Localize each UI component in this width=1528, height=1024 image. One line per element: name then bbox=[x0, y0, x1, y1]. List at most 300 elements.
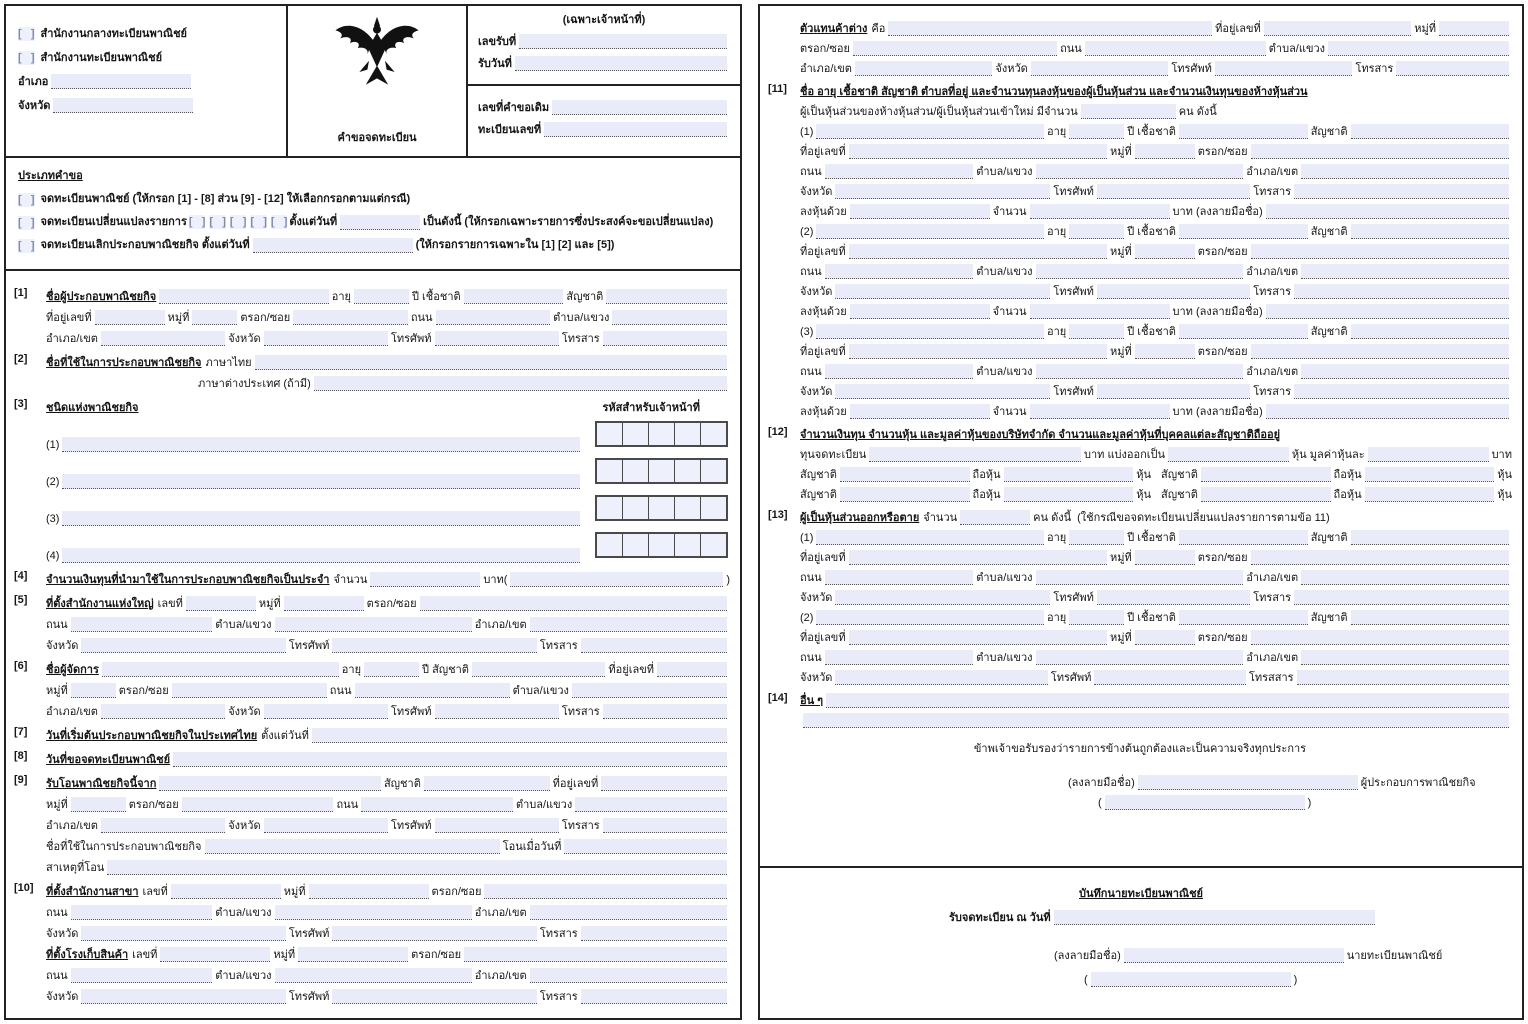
fax-label: โทรสาร bbox=[539, 928, 578, 940]
amount-label: จำนวน bbox=[992, 406, 1027, 418]
soi-label: ตรอก/ซอย bbox=[431, 886, 482, 898]
leaving-2-soi-field[interactable] bbox=[1251, 630, 1509, 645]
item-1-label: (1) bbox=[46, 439, 60, 451]
transferor-soi-field[interactable] bbox=[182, 797, 334, 812]
transfer-row-3 bbox=[46, 813, 730, 834]
hq-subdistrict-field[interactable] bbox=[275, 617, 472, 632]
partner-2-amount-field[interactable] bbox=[1030, 304, 1170, 319]
district-label: อำเภอ/เขต bbox=[1246, 166, 1299, 178]
partner-2-district-field[interactable] bbox=[1301, 264, 1509, 279]
road-label: ถนน bbox=[800, 572, 822, 584]
form-title: คำขอจดทะเบียน bbox=[337, 132, 417, 144]
branch-fax-field[interactable] bbox=[581, 926, 727, 941]
capital-row bbox=[46, 567, 730, 588]
nationality-field[interactable] bbox=[606, 289, 727, 304]
leaving-1-race-field[interactable] bbox=[1179, 530, 1308, 545]
leaving-1-fax-field[interactable] bbox=[1294, 590, 1509, 605]
age-field[interactable] bbox=[354, 289, 409, 304]
warehouse-soi-field[interactable] bbox=[464, 947, 727, 962]
original-no-field[interactable] bbox=[552, 100, 727, 115]
trade-name-thai-field[interactable] bbox=[255, 355, 727, 370]
start-date-field[interactable] bbox=[312, 728, 727, 743]
branch-district-field[interactable] bbox=[530, 905, 727, 920]
receive-no-row bbox=[478, 28, 730, 50]
partner-2-invest-field[interactable] bbox=[850, 304, 990, 319]
registered-on-label: รับจดทะเบียน ณ วันที่ bbox=[949, 912, 1051, 924]
transfer-date-field[interactable] bbox=[564, 839, 727, 854]
leaving-1-age-field[interactable] bbox=[1069, 530, 1124, 545]
registration-no-field[interactable] bbox=[544, 122, 727, 137]
tel-field[interactable] bbox=[435, 331, 559, 346]
manager-district-field[interactable] bbox=[101, 704, 225, 719]
partner-1-fax-field[interactable] bbox=[1294, 184, 1509, 199]
close-paren: ) bbox=[1307, 797, 1312, 809]
leaving-2-age-field[interactable] bbox=[1069, 610, 1124, 625]
manager-moo-field[interactable] bbox=[71, 683, 116, 698]
partner-3-moo-field[interactable] bbox=[1135, 344, 1195, 359]
province-label: จังหวัด bbox=[800, 672, 833, 684]
partner-1-amount-field[interactable] bbox=[1030, 204, 1170, 219]
partner-1-age-field[interactable] bbox=[1069, 124, 1124, 139]
agent-addr-no-field[interactable] bbox=[1264, 21, 1412, 36]
warehouse-no-field[interactable] bbox=[160, 947, 270, 962]
fax-field[interactable] bbox=[603, 331, 727, 346]
business-type-3-field[interactable] bbox=[62, 511, 580, 526]
officer-code-box-4[interactable] bbox=[595, 532, 728, 558]
road-label: ถนน bbox=[800, 166, 822, 178]
change-item-checkbox-4[interactable] bbox=[250, 215, 267, 229]
moo-label: หมู่ที่ bbox=[273, 949, 296, 961]
holds-label: ถือหุ้น bbox=[972, 469, 1001, 481]
leaving-2-race-field[interactable] bbox=[1179, 610, 1308, 625]
partner-2-soi-field[interactable] bbox=[1251, 244, 1509, 259]
hq-district-field[interactable] bbox=[530, 617, 727, 632]
warehouse-row-2 bbox=[46, 963, 730, 984]
warehouse-fax-field[interactable] bbox=[581, 989, 727, 1004]
official-receive-box bbox=[468, 6, 740, 86]
leaving-2-province-field[interactable] bbox=[835, 670, 1047, 685]
partner-2-subdistrict-field[interactable] bbox=[1036, 264, 1244, 279]
partner-3-age-field[interactable] bbox=[1069, 324, 1124, 339]
leaving-2-subdistrict-field[interactable] bbox=[1036, 650, 1244, 665]
operator-name-field[interactable] bbox=[159, 289, 329, 304]
partner-1-race-field[interactable] bbox=[1179, 124, 1308, 139]
manager-age-field[interactable] bbox=[364, 662, 419, 677]
hq-province-field[interactable] bbox=[81, 638, 285, 653]
tel-label: โทรศัพท์ bbox=[390, 820, 432, 832]
transferor-moo-field[interactable] bbox=[71, 797, 126, 812]
shares-label: หุ้น bbox=[1136, 489, 1152, 501]
shareholder-nationality-field-4[interactable] bbox=[1201, 487, 1331, 502]
hq-fax-field[interactable] bbox=[581, 638, 727, 653]
partners-count-field[interactable] bbox=[1081, 104, 1176, 119]
partner-3-soi-field[interactable] bbox=[1251, 344, 1509, 359]
manager-road-field[interactable] bbox=[355, 683, 510, 698]
partner-3-race-field[interactable] bbox=[1179, 324, 1308, 339]
share-count-field[interactable] bbox=[1168, 447, 1289, 462]
hq-soi-field[interactable] bbox=[420, 596, 727, 611]
manager-subdistrict-field[interactable] bbox=[572, 683, 727, 698]
leaving-1-province-row bbox=[800, 586, 1512, 606]
partner-1-district-field[interactable] bbox=[1301, 164, 1509, 179]
road-field[interactable] bbox=[436, 310, 551, 325]
agent-name-field[interactable] bbox=[888, 21, 1212, 36]
request-change-checkbox[interactable] bbox=[18, 216, 35, 230]
fax-label: โทรสาร bbox=[561, 706, 600, 718]
business-type-1-field[interactable] bbox=[62, 437, 580, 452]
moo-label: หมู่ที่ bbox=[1109, 146, 1132, 158]
partner-3-tel-field[interactable] bbox=[1097, 384, 1250, 399]
province-label: จังหวัด bbox=[46, 991, 79, 1003]
partner-3-invest-field[interactable] bbox=[850, 404, 990, 419]
partner-1-soi-field[interactable] bbox=[1251, 144, 1509, 159]
invest-label: ลงหุ้นด้วย bbox=[800, 206, 847, 218]
change-item-checkbox-5[interactable] bbox=[271, 215, 288, 229]
agent-soi-field[interactable] bbox=[853, 41, 1057, 56]
partner-2-tel-field[interactable] bbox=[1097, 284, 1250, 299]
shareholder-nationality-field-2[interactable] bbox=[1201, 467, 1331, 482]
fax-label: โทรสาร bbox=[1253, 186, 1292, 198]
warehouse-road-field[interactable] bbox=[71, 968, 213, 983]
year-nationality-label: ปี สัญชาติ bbox=[422, 664, 469, 676]
partner-3-road-field[interactable] bbox=[825, 364, 974, 379]
change-item-checkbox-2[interactable] bbox=[209, 215, 226, 229]
partner-3-fax-field[interactable] bbox=[1294, 384, 1509, 399]
change-item-checkbox-1[interactable] bbox=[189, 215, 206, 229]
shares-held-field-1[interactable] bbox=[1004, 467, 1134, 482]
age-label: อายุ bbox=[1047, 126, 1067, 138]
officer-code-box-3[interactable] bbox=[595, 495, 728, 521]
request-cancel-checkbox[interactable] bbox=[18, 239, 35, 253]
road-label: ถนน bbox=[1060, 43, 1082, 55]
leaving-partners-title-row bbox=[800, 506, 1512, 526]
other-field-2[interactable] bbox=[803, 713, 1509, 728]
leaving-1-name-field[interactable] bbox=[816, 530, 1044, 545]
nationality-label: สัญชาติ bbox=[1310, 326, 1348, 338]
fax-label: โทรสาร bbox=[1253, 286, 1292, 298]
transferor-subdistrict-field[interactable] bbox=[575, 797, 727, 812]
foreign-label: ภาษาต่างประเทศ (ถ้ามี) bbox=[198, 378, 311, 390]
officer-code-label: รหัสสำหรับเจ้าหน้าที่ bbox=[602, 402, 700, 414]
request-type-title: ประเภทคำขอ bbox=[18, 170, 83, 182]
soi-field[interactable] bbox=[293, 310, 408, 325]
agent-indent bbox=[768, 17, 800, 77]
partner-2-age-field[interactable] bbox=[1069, 224, 1124, 239]
tel-label: โทรศัพท์ bbox=[1053, 592, 1094, 604]
transfer-row-1 bbox=[46, 771, 730, 792]
transferor-province-field[interactable] bbox=[264, 818, 388, 833]
leaving-2-road-field[interactable] bbox=[825, 650, 974, 665]
district-field[interactable] bbox=[101, 331, 225, 346]
subdistrict-label: ตำบล/แขวง bbox=[976, 366, 1033, 378]
partner-1-name-row bbox=[800, 120, 1512, 140]
leaving-1-nationality-field[interactable] bbox=[1351, 530, 1509, 545]
section-6 bbox=[14, 657, 730, 720]
partner-1-name-field[interactable] bbox=[816, 124, 1044, 139]
addr-no-label: ที่อยู่เลขที่ bbox=[800, 246, 846, 258]
partner-3-amount-field[interactable] bbox=[1030, 404, 1170, 419]
agent-moo-field[interactable] bbox=[1439, 21, 1509, 36]
leaving-2-tel-field[interactable] bbox=[1094, 670, 1246, 685]
change-item-checkbox-3[interactable] bbox=[230, 215, 247, 229]
request-type-row-2 bbox=[18, 211, 728, 234]
leaving-2-district-field[interactable] bbox=[1301, 650, 1509, 665]
agent-subdistrict-field[interactable] bbox=[1328, 41, 1509, 56]
partner-2-addr-no-field[interactable] bbox=[849, 244, 1107, 259]
business-type-2-field[interactable] bbox=[62, 474, 580, 489]
partner-1-addr-no-field[interactable] bbox=[849, 144, 1107, 159]
manager-tel-field[interactable] bbox=[435, 704, 559, 719]
branch-soi-field[interactable] bbox=[484, 884, 727, 899]
soi-label: ตรอก/ซอย bbox=[1197, 346, 1248, 358]
shares-held-field-4[interactable] bbox=[1365, 487, 1495, 502]
branch-road-field[interactable] bbox=[71, 905, 213, 920]
receive-no-label: เลขรับที่ bbox=[478, 36, 517, 48]
sign-label: (ลงลายมือชื่อ) bbox=[1054, 950, 1121, 962]
transferor-addr-no-field[interactable] bbox=[601, 776, 727, 791]
partner-2-fax-field[interactable] bbox=[1294, 284, 1509, 299]
moo-label: หมู่ที่ bbox=[258, 598, 281, 610]
warehouse-moo-field[interactable] bbox=[298, 947, 408, 962]
province-label: จังหวัด bbox=[46, 928, 79, 940]
partner-2-province-row bbox=[800, 280, 1512, 300]
section-3-number: [3] bbox=[14, 398, 28, 410]
partner-2-province-field[interactable] bbox=[835, 284, 1050, 299]
partner-1-invest-field[interactable] bbox=[850, 204, 990, 219]
shares-held-field-2[interactable] bbox=[1365, 467, 1495, 482]
agent-road-field[interactable] bbox=[1085, 41, 1266, 56]
office-central-checkbox[interactable] bbox=[18, 27, 35, 41]
leaving-2-nationality-field[interactable] bbox=[1351, 610, 1509, 625]
leaving-1-district-field[interactable] bbox=[1301, 570, 1509, 585]
subdistrict-field[interactable] bbox=[612, 310, 727, 325]
branch-province-field[interactable] bbox=[81, 926, 285, 941]
partners-count-label: ผู้เป็นหุ้นส่วนของห้างหุ้นส่วน/ผู้เป็นหุ้นส่วนเข้าใหม่ มีจำนวน bbox=[800, 106, 1078, 118]
leaving-2-moo-field[interactable] bbox=[1135, 630, 1195, 645]
partner-2-moo-field[interactable] bbox=[1135, 244, 1195, 259]
soi-label: ตรอก/ซอย bbox=[1197, 552, 1248, 564]
manager-fax-field[interactable] bbox=[603, 704, 727, 719]
district-label: อำเภอ/เขต bbox=[1246, 266, 1299, 278]
subdistrict-label: ตำบล/แขวง bbox=[215, 619, 272, 631]
request-register-checkbox[interactable] bbox=[18, 193, 35, 207]
item-3-label: (3) bbox=[800, 326, 814, 338]
province-field[interactable] bbox=[53, 98, 193, 113]
manager-province-field[interactable] bbox=[264, 704, 388, 719]
addr-no-field[interactable] bbox=[95, 310, 165, 325]
partner-3-addr-no-field[interactable] bbox=[849, 344, 1107, 359]
partner-2-road-field[interactable] bbox=[825, 264, 974, 279]
partner-1-road-field[interactable] bbox=[825, 164, 974, 179]
manager-name-field[interactable] bbox=[102, 662, 339, 677]
officer-code-box-2[interactable] bbox=[595, 458, 728, 484]
business-type-4-field[interactable] bbox=[62, 548, 580, 563]
section-6-number: [6] bbox=[14, 660, 28, 672]
receive-date-field[interactable] bbox=[515, 56, 727, 71]
registrar-suffix-label: นายทะเบียนพาณิชย์ bbox=[1346, 950, 1443, 962]
capital-text-field[interactable] bbox=[510, 572, 723, 587]
amount-label: จำนวน bbox=[992, 206, 1027, 218]
leaving-2-fax-field[interactable] bbox=[1297, 670, 1509, 685]
registrar-signature-field[interactable] bbox=[1124, 948, 1344, 963]
change-from-date-field[interactable] bbox=[340, 215, 420, 230]
partner-3-nationality-field[interactable] bbox=[1351, 324, 1509, 339]
partner-2-road-row bbox=[800, 260, 1512, 280]
leaving-1-addr-no-field[interactable] bbox=[849, 550, 1107, 565]
registered-capital-label: ทุนจดทะเบียน bbox=[800, 449, 867, 461]
change-from-date-label: ตั้งแต่วันที่ bbox=[289, 216, 338, 228]
section-13-number: [13] bbox=[768, 509, 788, 521]
hq-tel-field[interactable] bbox=[332, 638, 536, 653]
transfer-reason-label: สาเหตุที่โอน bbox=[46, 862, 105, 874]
leaving-1-subdistrict-field[interactable] bbox=[1036, 570, 1244, 585]
partner-1-province-field[interactable] bbox=[835, 184, 1050, 199]
leaving-2-name-field[interactable] bbox=[816, 610, 1044, 625]
other-field-1[interactable] bbox=[826, 693, 1509, 708]
agent-province-field[interactable] bbox=[1031, 61, 1169, 76]
province-field[interactable] bbox=[264, 331, 388, 346]
partner-3-signature-field[interactable] bbox=[1266, 404, 1509, 419]
partners-count-row bbox=[800, 100, 1512, 120]
leaving-1-tel-field[interactable] bbox=[1097, 590, 1250, 605]
moo-label: หมู่ที่ bbox=[283, 886, 306, 898]
operator-signature-field[interactable] bbox=[1138, 775, 1358, 790]
fax-label: โทรสาร bbox=[561, 820, 600, 832]
transferor-tel-field[interactable] bbox=[435, 818, 559, 833]
transferor-district-field[interactable] bbox=[101, 818, 225, 833]
nationality-label: สัญชาติ bbox=[800, 469, 837, 481]
partner-2-race-field[interactable] bbox=[1179, 224, 1308, 239]
registered-date-field[interactable] bbox=[1054, 910, 1375, 925]
office-select-box bbox=[6, 6, 288, 156]
partner-2-signature-field[interactable] bbox=[1266, 304, 1509, 319]
leaving-1-moo-field[interactable] bbox=[1135, 550, 1195, 565]
registrar-sign-row bbox=[784, 940, 1498, 964]
nationality-label: สัญชาติ bbox=[566, 291, 604, 303]
shareholder-nationality-field-1[interactable] bbox=[840, 467, 970, 482]
hq-row-3 bbox=[46, 633, 730, 654]
hq-no-field[interactable] bbox=[186, 596, 256, 611]
moo-field[interactable] bbox=[192, 310, 237, 325]
partner-2-name-field[interactable] bbox=[816, 224, 1044, 239]
branch-no-field[interactable] bbox=[171, 884, 281, 899]
amphoe-field[interactable] bbox=[51, 74, 191, 89]
manager-addr-no-field[interactable] bbox=[657, 662, 727, 677]
agent-tel-field[interactable] bbox=[1215, 61, 1353, 76]
branch-subdistrict-field[interactable] bbox=[275, 905, 472, 920]
cancel-from-date-field[interactable] bbox=[253, 238, 413, 253]
office-provincial-checkbox[interactable] bbox=[18, 51, 35, 65]
capital-amount-field[interactable] bbox=[370, 572, 480, 587]
section-14-title: อื่น ๆ bbox=[800, 695, 824, 707]
transfer-reason-field[interactable] bbox=[107, 860, 727, 875]
agent-fax-field[interactable] bbox=[1396, 61, 1509, 76]
partner-1-tel-field[interactable] bbox=[1097, 184, 1250, 199]
nationality-label: สัญชาติ bbox=[800, 489, 837, 501]
section-1-title: ชื่อผู้ประกอบพาณิชยกิจ bbox=[46, 291, 157, 303]
transferor-road-field[interactable] bbox=[361, 797, 513, 812]
partner-1-nationality-field[interactable] bbox=[1351, 124, 1509, 139]
manager-soi-field[interactable] bbox=[172, 683, 327, 698]
moo-label: หมู่ที่ bbox=[46, 685, 68, 697]
partner-3-name-field[interactable] bbox=[816, 324, 1044, 339]
partner-1-signature-field[interactable] bbox=[1266, 204, 1509, 219]
section-7 bbox=[14, 723, 730, 744]
road-label: ถนน bbox=[800, 266, 822, 278]
shares-held-field-3[interactable] bbox=[1004, 487, 1134, 502]
partner-1-subdistrict-field[interactable] bbox=[1036, 164, 1244, 179]
province-label: จังหวัด bbox=[800, 592, 833, 604]
register-date-field[interactable] bbox=[173, 752, 727, 767]
no-label: เลขที่ bbox=[142, 886, 168, 898]
warehouse-tel-field[interactable] bbox=[332, 989, 536, 1004]
leaving-2-addr-no-field[interactable] bbox=[849, 630, 1107, 645]
registrar-name-print-field[interactable] bbox=[1091, 972, 1291, 987]
branch-tel-field[interactable] bbox=[332, 926, 536, 941]
hq-moo-field[interactable] bbox=[284, 596, 364, 611]
partner-2-nationality-field[interactable] bbox=[1351, 224, 1509, 239]
transfer-bizname-field[interactable] bbox=[205, 839, 500, 854]
leaving-1-soi-field[interactable] bbox=[1251, 550, 1509, 565]
partner-2-invest-row bbox=[800, 300, 1512, 320]
race-field[interactable] bbox=[464, 289, 564, 304]
moo-label: หมู่ที่ bbox=[167, 312, 190, 324]
hq-road-field[interactable] bbox=[71, 617, 213, 632]
branch-moo-field[interactable] bbox=[309, 884, 429, 899]
operator-sign-name-row bbox=[768, 791, 1512, 811]
district-label: อำเภอ/เขต bbox=[474, 970, 527, 982]
warehouse-row-1 bbox=[46, 942, 730, 963]
trade-name-foreign-field[interactable] bbox=[314, 376, 727, 391]
receive-no-field[interactable] bbox=[519, 34, 727, 49]
leaving-count-field[interactable] bbox=[960, 510, 1030, 525]
leaving-1-road-field[interactable] bbox=[825, 570, 974, 585]
share-value-field[interactable] bbox=[1368, 447, 1489, 462]
divided-into-label: บาท แบ่งออกเป็น bbox=[1084, 449, 1166, 461]
shareholder-nationality-field-3[interactable] bbox=[840, 487, 970, 502]
road-label: ถนน bbox=[410, 312, 433, 324]
manager-nationality-field[interactable] bbox=[472, 662, 605, 677]
partner-3-province-field[interactable] bbox=[835, 384, 1050, 399]
province-label: จังหวัด bbox=[800, 186, 833, 198]
transferor-fax-field[interactable] bbox=[603, 818, 727, 833]
transferor-name-field[interactable] bbox=[159, 776, 381, 791]
officer-code-box-1[interactable] bbox=[595, 421, 728, 447]
operator-name-print-field[interactable] bbox=[1105, 795, 1305, 810]
partner-3-district-field[interactable] bbox=[1301, 364, 1509, 379]
transferor-nationality-field[interactable] bbox=[424, 776, 550, 791]
warehouse-subdistrict-field[interactable] bbox=[275, 968, 472, 983]
district-label: อำเภอ/เขต bbox=[1246, 652, 1299, 664]
agent-district-field[interactable] bbox=[855, 61, 993, 76]
amount-label: จำนวน bbox=[992, 306, 1027, 318]
business-type-head-row bbox=[46, 395, 730, 416]
sign-label: (ลงลายมือชื่อ) bbox=[1068, 777, 1135, 789]
partner-1-moo-field[interactable] bbox=[1135, 144, 1195, 159]
leaving-1-province-field[interactable] bbox=[835, 590, 1050, 605]
province-label: จังหวัด bbox=[800, 386, 833, 398]
section-2-number: [2] bbox=[14, 353, 28, 365]
item-4-label: (4) bbox=[46, 550, 60, 562]
partner-3-subdistrict-field[interactable] bbox=[1036, 364, 1244, 379]
year-race-label: ปี เชื้อชาติ bbox=[1127, 226, 1176, 238]
province-label: จังหวัด bbox=[228, 333, 261, 345]
warehouse-province-field[interactable] bbox=[81, 989, 285, 1004]
registered-capital-field[interactable] bbox=[869, 447, 1081, 462]
fax-label: โทรสาร bbox=[539, 991, 578, 1003]
warehouse-district-field[interactable] bbox=[530, 968, 727, 983]
tel-label: โทรศัพท์ bbox=[1050, 672, 1092, 684]
